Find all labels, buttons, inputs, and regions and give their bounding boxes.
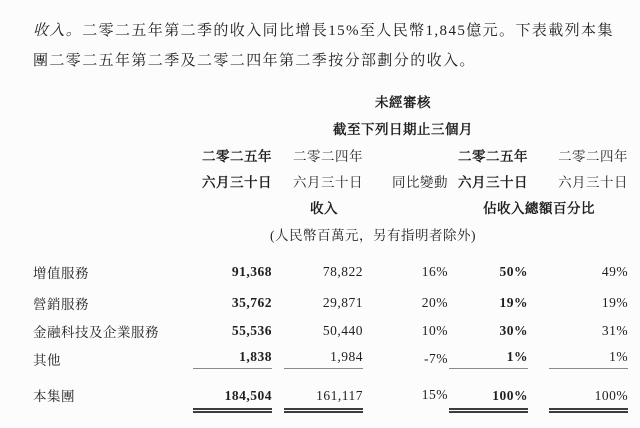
pct-2025: 30% (499, 323, 528, 338)
yoy-change: 20% (421, 295, 448, 310)
table-row-years (33, 142, 628, 168)
pct-2024: 19% (601, 295, 629, 310)
pct-2024: 31% (601, 323, 629, 338)
spacer-cell (33, 168, 178, 194)
total-revenue-2025 (178, 372, 272, 428)
subtotal-rule: 1% (549, 349, 628, 369)
year-header-2025-revenue: 二零二五年 (202, 149, 272, 164)
intro-text-1: 二零二五年第二季的收入同比增長15%至人民幣1,845億元。下表載列本集 (82, 23, 614, 39)
total-double-rule: 100% (549, 388, 628, 413)
year-header-2024-revenue: 二零二四年 (293, 149, 363, 164)
date-header-2025-revenue: 六月三十日 (202, 175, 272, 190)
pct-2024: 49% (601, 264, 629, 279)
table-row-group-headers (33, 194, 628, 219)
year-header-2024-pct: 二零二四年 (558, 149, 629, 164)
subtotal-rule: 1,984 (284, 349, 363, 369)
table-row-note (33, 219, 628, 249)
revenue-2025: 55,536 (231, 323, 272, 338)
date-header-2025-pct: 六月三十日 (458, 175, 528, 190)
revenue-2025: 91,368 (231, 264, 272, 279)
total-pct-2025 (448, 372, 528, 428)
unaudited-header: 未經審核 (375, 95, 432, 110)
row-label: 營銷服務 (33, 297, 89, 312)
spacer-cell (33, 142, 178, 168)
pct-2024 (528, 345, 628, 372)
table-row-fintech (33, 317, 628, 345)
table-row-dates (33, 168, 628, 194)
yoy-header: 同比變動 (392, 175, 448, 190)
total-revenue-2024 (272, 372, 363, 428)
pct-2025: 50% (499, 264, 528, 279)
total-label: 本集團 (33, 389, 75, 404)
yoy-change: 16% (421, 264, 448, 279)
table-row-vas (33, 249, 628, 289)
table-row-total (33, 372, 628, 428)
table-row-others (33, 345, 628, 372)
spacer-cell (363, 142, 448, 168)
spacer-cell (33, 114, 178, 142)
intro-paragraph (33, 16, 623, 76)
revenue-2025 (178, 345, 272, 372)
intro-line-1 (33, 16, 623, 46)
table-row-marketing (33, 289, 628, 317)
revenue-2024: 50,440 (322, 323, 363, 338)
group-header-revenue: 收入 (310, 200, 338, 216)
total-double-rule: 184,504 (193, 388, 272, 413)
yoy-change: -7% (424, 350, 448, 366)
total-yoy-change: 15% (421, 387, 448, 402)
period-header: 截至下列日期止三個月 (333, 122, 474, 137)
intro-text-2: 團二零二五年第二季及二零二四年第二季按分部劃分的收入。 (33, 53, 476, 69)
subtotal-rule: 1,838 (193, 349, 272, 369)
revenue-2024: 29,871 (322, 295, 363, 310)
revenue-segment-table (33, 88, 628, 428)
yoy-change: 10% (421, 323, 448, 338)
spacer-cell (33, 88, 178, 114)
date-header-2024-revenue: 六月三十日 (293, 175, 363, 190)
subtotal-rule: 1% (449, 349, 528, 369)
date-header-2024-pct: 六月三十日 (558, 175, 629, 190)
revenue-2025: 35,762 (231, 295, 272, 310)
table-row-unaudited (33, 88, 628, 114)
group-header-pct: 佔收入總額百分比 (483, 200, 596, 216)
currency-note: (人民幣百萬元，另有指明者除外) (270, 228, 476, 243)
row-label: 金融科技及企業服務 (33, 325, 159, 340)
year-header-2025-pct: 二零二五年 (458, 149, 528, 164)
intro-lead-word: 收入。 (33, 23, 83, 39)
total-pct-2024 (528, 372, 628, 428)
total-double-rule: 161,117 (284, 388, 363, 413)
spacer-cell (33, 194, 178, 219)
row-label: 增值服務 (33, 266, 89, 281)
pct-2025 (448, 345, 528, 372)
intro-line-2 (33, 46, 623, 76)
spacer-cell (363, 194, 448, 219)
row-label: 其他 (33, 352, 61, 368)
total-double-rule: 100% (449, 388, 528, 413)
revenue-2024 (272, 345, 363, 372)
table-row-period (33, 114, 628, 142)
revenue-2024: 78,822 (322, 264, 363, 279)
pct-2025: 19% (499, 295, 528, 310)
